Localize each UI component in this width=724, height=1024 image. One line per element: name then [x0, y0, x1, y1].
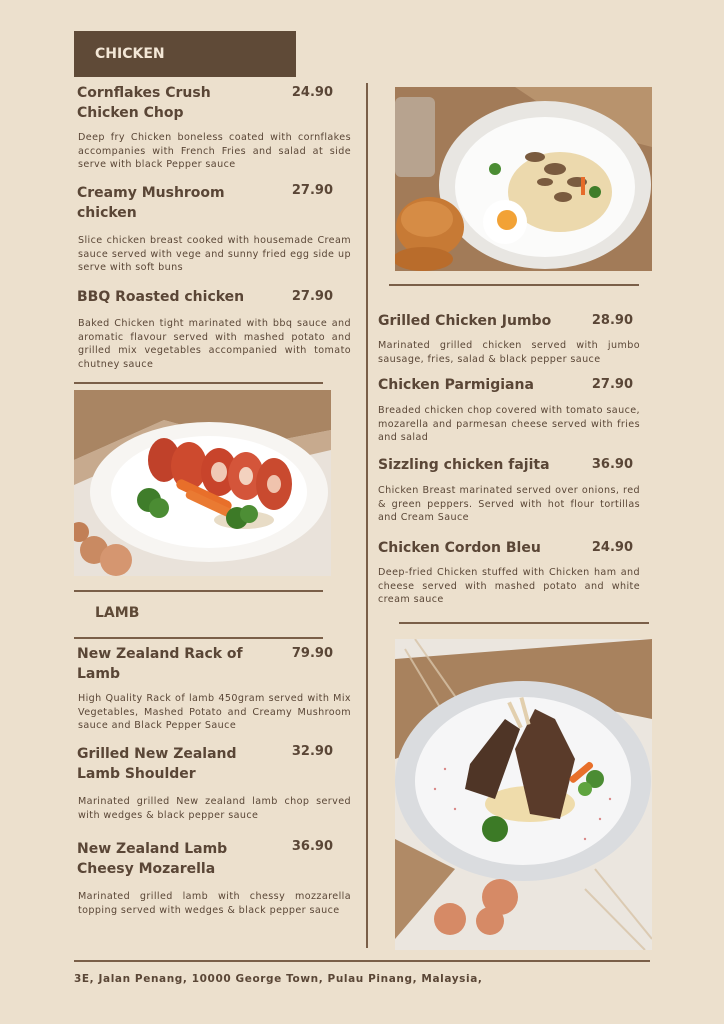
menu-item-price: 24.90 — [591, 540, 633, 555]
column-divider — [366, 83, 368, 948]
divider — [74, 590, 323, 592]
menu-item-description: Baked Chicken tight marinated with bbq sauce and aromatic flavour served with mashed potato and grilled mix vegetables accompanied with tomato chutney sauce — [78, 318, 351, 370]
menu-item-description: Marinated grilled lamb with chessy mozzarella topping served with wedges & black pepper sauce — [78, 891, 351, 916]
menu-item-name: Sizzling chicken fajita — [378, 457, 550, 473]
chicken-section-heading — [74, 31, 296, 77]
menu-item-description: Marinated grilled New zealand lamb chop served with wedges & black pepper sauce — [78, 796, 351, 821]
creamy-mushroom-chicken-photo — [395, 87, 652, 271]
rack-of-lamb-photo — [395, 639, 652, 950]
menu-item-price: 79.90 — [291, 646, 333, 661]
menu-item-price: 32.90 — [291, 744, 333, 759]
menu-item-price: 28.90 — [591, 313, 633, 328]
menu-item-name: Grilled New Zealand Lamb Shoulder — [77, 746, 237, 782]
lamb-section-heading: LAMB — [95, 605, 140, 621]
menu-item-description: Breaded chicken chop covered with tomato sauce, mozarella and parmesan cheese served with fries and salad — [378, 405, 640, 443]
menu-item-price: 27.90 — [291, 289, 333, 304]
menu-item-name: Chicken Cordon Bleu — [378, 540, 541, 556]
menu-item-price: 36.90 — [291, 839, 333, 854]
menu-item-description: Chicken Breast marinated served over onions, red & green peppers. Served with hot flour tortillas and Cream Sauce — [378, 485, 640, 523]
menu-item-name: Chicken Parmigiana — [378, 377, 534, 393]
chicken-heading-text: CHICKEN — [95, 46, 165, 62]
divider — [389, 284, 639, 286]
menu-item-name: BBQ Roasted chicken — [77, 289, 245, 305]
menu-item-description: Deep-fried Chicken stuffed with Chicken ham and cheese served with mashed potato and white cream sauce — [378, 567, 640, 605]
menu-item-price: 24.90 — [291, 85, 333, 100]
menu-item-description: Deep fry Chicken boneless coated with cornflakes accompanies with French Fries and salad at side serve with black Pepper sauce — [78, 132, 351, 170]
bbq-roasted-chicken-photo — [74, 390, 331, 576]
menu-item-description: Slice chicken breast cooked with housemade Cream sauce served with vege and sunny fried egg side up serve with soft buns — [78, 235, 351, 273]
divider — [74, 637, 323, 639]
menu-item-description: Marinated grilled chicken served with jumbo sausage, fries, salad & black pepper sauce — [378, 340, 640, 365]
menu-item-name: New Zealand Rack of Lamb — [77, 646, 243, 682]
menu-item-name: New Zealand Lamb Cheesy Mozarella — [77, 841, 228, 877]
menu-item-price: 27.90 — [591, 377, 633, 392]
menu-item-description: High Quality Rack of lamb 450gram served with Mix Vegetables, Mashed Potato and Creamy Mushroom sauce and Black Pepper Sauce — [78, 693, 351, 731]
menu-item-name: Creamy Mushroom chicken — [77, 185, 225, 221]
divider — [74, 382, 323, 384]
menu-item-price: 27.90 — [291, 183, 333, 198]
footer-divider — [74, 960, 650, 962]
menu-item-price: 36.90 — [591, 457, 633, 472]
menu-item-name: Grilled Chicken Jumbo — [378, 313, 552, 329]
footer-address: 3E, Jalan Penang, 10000 George Town, Pulau Pinang, Malaysia, — [74, 973, 483, 985]
menu-item-name: Cornflakes Crush Chicken Chop — [77, 85, 211, 121]
divider — [399, 622, 649, 624]
